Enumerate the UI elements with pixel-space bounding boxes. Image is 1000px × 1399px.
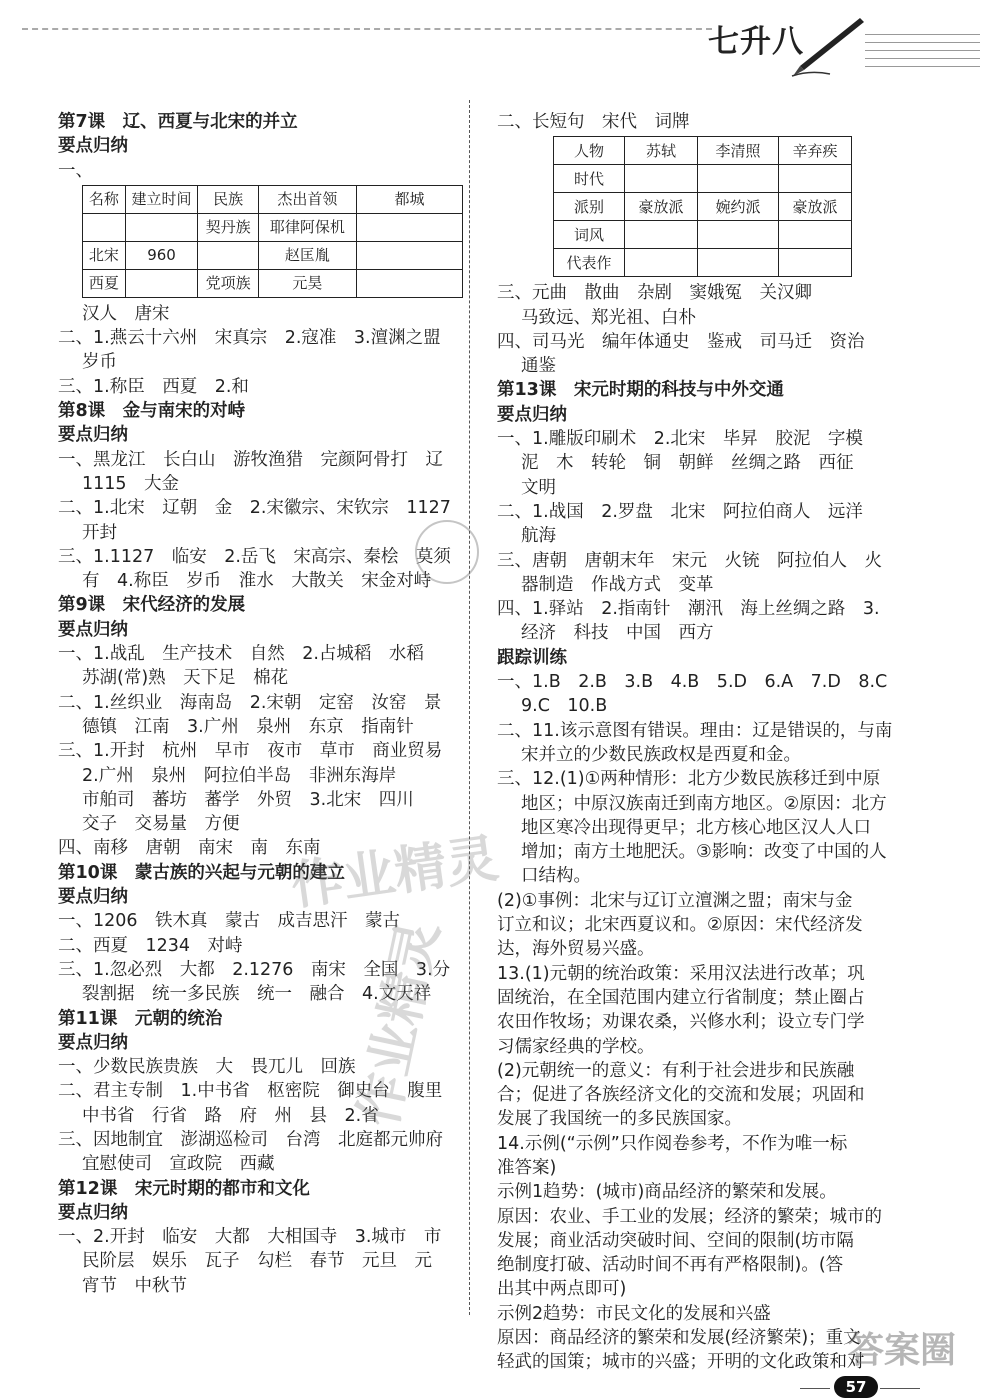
- answer-line: 发展了我国统一的多民族国家。: [497, 1109, 742, 1130]
- table-cell: [356, 213, 462, 241]
- answer-line: 器制造 作战方式 变革: [521, 574, 714, 595]
- answer-line: 一、1.雕版印刷术 2.北宋 毕昇 胶泥 字模: [497, 429, 863, 450]
- table-cell: 契丹族: [198, 213, 259, 241]
- answer-line: 四、司马光 编年体通史 鉴戒 司马迁 资治: [497, 331, 865, 352]
- answer-line: 二、1.战国 2.罗盘 北宋 阿拉伯商人 远洋: [497, 501, 863, 522]
- table-cell: 960: [125, 241, 198, 269]
- table-row: [83, 213, 463, 241]
- table-cell: [698, 165, 779, 193]
- answer-line: 德镇 江南 3.广州 泉州 东京 指南针: [82, 716, 414, 737]
- answer-line: 固统治，在全国范围内建立行省制度；禁止圈占: [497, 987, 865, 1008]
- answer-line: 宵节 中秋节: [82, 1275, 187, 1296]
- table-cell: 耶律阿保机: [258, 213, 356, 241]
- site-logo: 答案圈: [848, 1330, 957, 1371]
- table-cell: 代表作: [554, 249, 625, 277]
- answer-line: 口结构。: [521, 866, 591, 887]
- answer-line: 原因：农业、手工业的发展；经济的繁荣；城市的: [497, 1206, 882, 1227]
- table-cell: [698, 221, 779, 249]
- answer-line: 二、1.燕云十六州 宋真宗 2.寇准 3.澶渊之盟: [58, 328, 441, 349]
- table-cell: 名称: [83, 185, 126, 213]
- answer-line: 中书省 行省 路 府 州 县 2.省: [82, 1105, 379, 1126]
- answer-line: 有 4.称臣 岁币 淮水 大散关 宋金对峙: [82, 571, 432, 592]
- answer-line: 二、君主专制 1.中书省 枢密院 御史台 腹里: [58, 1081, 443, 1102]
- section-heading: 第7课 辽、西夏与北宋的并立: [58, 112, 298, 132]
- answer-line: 出其中两点即可): [497, 1279, 627, 1300]
- stamp-mark: [415, 520, 479, 584]
- grade-title: 七升八: [708, 24, 804, 60]
- answer-line: 9.C 10.B: [521, 696, 608, 717]
- table-cell: 建立时间: [125, 185, 198, 213]
- section-heading: 要点归纳: [58, 1202, 128, 1223]
- header-dashed-line: [22, 28, 712, 30]
- table-cell: [779, 165, 852, 193]
- answer-line: 2.广州 泉州 阿拉伯半岛 非洲东海岸: [82, 765, 397, 786]
- section-heading: 第9课 宋代经济的发展: [58, 595, 246, 616]
- answer-line: 裂割据 统一多民族 统一 融合 4.文天祥: [82, 984, 432, 1005]
- answer-line: 三、1.忽必烈 大都 2.1276 南宋 全国 3.分: [58, 959, 451, 980]
- table-cell: [198, 241, 259, 269]
- answer-line: 增加；南方土地肥沃。③影响：改变了中国的人: [521, 842, 887, 863]
- answer-line: 一、: [58, 160, 93, 181]
- answer-line: 航海: [521, 526, 556, 547]
- answer-line: 一、1206 铁木真 蒙古 成吉思汗 蒙古: [58, 911, 401, 932]
- answer-line: 一、黑龙江 长白山 游牧渔猎 完颜阿骨打 辽: [58, 449, 443, 470]
- right-column: [497, 110, 902, 1375]
- answer-line: 岁币: [82, 352, 117, 373]
- answer-line: 三、1.1127 临安 2.岳飞 宋高宗、秦桧 莫须: [58, 546, 451, 567]
- section-heading: 要点归纳: [58, 136, 128, 157]
- answer-line: 地区；中原汉族南迁到南方地区。②原因：北方: [521, 793, 887, 814]
- table-row: [83, 185, 463, 213]
- table-cell: 杰出首领: [258, 185, 356, 213]
- table-cell: [125, 213, 198, 241]
- answer-line: 订立和议；北宋西夏议和。②原因：宋代经济发: [497, 915, 863, 936]
- answer-line: 二、长短句 宋代 词牌: [497, 112, 690, 132]
- answer-line: 二、11.该示意图有错误。理由：辽是错误的，与南: [497, 720, 893, 741]
- section-heading: 第11课 元朝的统治: [58, 1008, 223, 1029]
- answer-line: 二、1.丝织业 海南岛 2.宋朝 定窑 汝窑 景: [58, 692, 442, 713]
- answer-line: 发展；商业活动突破时间、空间的限制(坊市隔: [497, 1230, 854, 1251]
- table-cell: 时代: [554, 165, 625, 193]
- answer-line: 二、1.北宋 辽朝 金 2.宋徽宗、宋钦宗 1127: [58, 498, 451, 519]
- table-cell: 李清照: [698, 137, 779, 165]
- section-heading: 第10课 蒙古族的兴起与元朝的建立: [58, 862, 345, 883]
- answer-line: 通鉴: [521, 356, 556, 377]
- regimes-table: [82, 185, 463, 298]
- answer-line: 三、元曲 散曲 杂剧 窦娥冤 关汉卿: [497, 283, 812, 304]
- table-cell: 辛弃疾: [779, 137, 852, 165]
- table-cell: 豪放派: [625, 193, 698, 221]
- answer-line: 市舶司 蕃坊 蕃学 外贸 3.北宋 四川: [82, 789, 414, 810]
- answer-line: 达，海外贸易兴盛。: [497, 939, 655, 960]
- table-cell: [779, 249, 852, 277]
- section-heading: 跟踪训练: [497, 647, 567, 668]
- table-cell: 苏轼: [625, 137, 698, 165]
- table-cell: 赵匡胤: [258, 241, 356, 269]
- answer-line: 三、1.称臣 西夏 2.和: [58, 376, 249, 397]
- table-cell: [125, 269, 198, 297]
- answer-line: 四、南移 唐朝 南宋 南 东南: [58, 838, 321, 859]
- answer-line: 马致远、郑光祖、白朴: [521, 307, 696, 328]
- answer-line: 轻武的国策；城市的兴盛；开明的文化政策和对: [497, 1352, 865, 1373]
- section-heading: 要点归纳: [58, 887, 128, 908]
- page-number: 57: [834, 1376, 878, 1398]
- table-cell: 人物: [554, 137, 625, 165]
- answer-line: 民阶层 娱乐 瓦子 勾栏 春节 元旦 元: [82, 1251, 432, 1272]
- table-row: [554, 165, 852, 193]
- table-cell: [625, 165, 698, 193]
- answer-line: 一、少数民族贵族 大 畏兀儿 回族: [58, 1057, 356, 1078]
- section-heading: 要点归纳: [497, 404, 567, 425]
- table-cell: [356, 241, 462, 269]
- table-cell: 北宋: [83, 241, 126, 269]
- table-row: [554, 137, 852, 165]
- section-heading: 第8课 金与南宋的对峙: [58, 401, 246, 422]
- section-heading: 要点归纳: [58, 425, 128, 446]
- ci-poets-table: [553, 136, 852, 277]
- table-cell: [356, 269, 462, 297]
- pen-icon: [790, 14, 865, 79]
- answer-line: 文明: [521, 477, 556, 498]
- section-heading: 第13课 宋元时期的科技与中外交通: [497, 380, 784, 401]
- answer-line: 三、1.开封 杭州 早市 夜市 草市 商业贸易: [58, 741, 443, 762]
- answer-line: 地区寒冷出现得更早；北方核心地区汉人人口: [521, 817, 871, 838]
- answer-line: 宋并立的少数民族政权是西夏和金。: [521, 744, 801, 765]
- answer-line: 苏湖(常)熟 天下足 棉花: [82, 668, 289, 689]
- answer-line: (2)元朝统一的意义：有利于社会进步和民族融: [497, 1060, 855, 1081]
- section-heading: 第12课 宋元时期的都市和文化: [58, 1178, 310, 1199]
- answer-line: 1115 大金: [82, 473, 180, 494]
- table-cell: [83, 213, 126, 241]
- answer-line: 一、2.开封 临安 大都 大相国寺 3.城市 市: [58, 1227, 442, 1248]
- answer-line: 三、12.(1)①两种情形：北方少数民族移迁到中原: [497, 769, 881, 790]
- answer-line: 宜慰使司 宣政院 西藏: [82, 1154, 275, 1175]
- table-cell: 西夏: [83, 269, 126, 297]
- answer-line: 原因：商品经济的繁荣和发展(经济繁荣)；重文: [497, 1328, 861, 1349]
- table-cell: 婉约派: [698, 193, 779, 221]
- table-cell: 元昊: [258, 269, 356, 297]
- answer-line: 三、唐朝 唐朝末年 宋元 火铳 阿拉伯人 火: [497, 550, 882, 571]
- answer-line: 四、1.驿站 2.指南针 潮汛 海上丝绸之路 3.: [497, 599, 880, 620]
- answer-line: 开封: [82, 522, 117, 543]
- table-cell: 党项族: [198, 269, 259, 297]
- answer-line: 绝制度打破、活动时间不再有严格限制)。(答: [497, 1255, 844, 1276]
- table-cell: [779, 221, 852, 249]
- watermark: 作业精灵: [348, 915, 451, 1132]
- answer-line: 三、因地制宜 澎湖巡检司 台湾 北庭都元帅府: [58, 1129, 443, 1150]
- table-row: [83, 269, 463, 297]
- answer-line: 泥 木 转轮 铜 朝鲜 丝绸之路 西征: [521, 453, 854, 474]
- watermark: 作业精灵: [287, 828, 502, 918]
- table-row: [554, 193, 852, 221]
- table-cell: [625, 221, 698, 249]
- table-row: [554, 249, 852, 277]
- table-cell: 派别: [554, 193, 625, 221]
- answer-line: 合；促进了各族经济文化的交流和发展；巩固和: [497, 1085, 865, 1106]
- table-row: [554, 221, 852, 249]
- answer-line: 示例2趋势：市民文化的发展和兴盛: [497, 1303, 771, 1324]
- answer-line: 习儒家经典的学校。: [497, 1036, 655, 1057]
- answer-line: 准答案): [497, 1157, 557, 1178]
- answer-line: 农田作牧场；劝课农桑，兴修水利；设立专门学: [497, 1012, 865, 1033]
- answer-line: (2)①事例：北宋与辽订立澶渊之盟；南宋与金: [497, 890, 853, 911]
- section-heading: 要点归纳: [58, 619, 128, 640]
- section-heading: 要点归纳: [58, 1032, 128, 1053]
- table-cell: 词风: [554, 221, 625, 249]
- table-row: [83, 241, 463, 269]
- table-cell: 都城: [356, 185, 462, 213]
- table-cell: 民族: [198, 185, 259, 213]
- answer-line: 13.(1)元朝的统治政策：采用汉法进行改革；巩: [497, 963, 865, 984]
- table-cell: [698, 249, 779, 277]
- answer-line: 经济 科技 中国 西方: [521, 623, 714, 644]
- answer-line: 一、1.战乱 生产技术 自然 2.占城稻 水稻: [58, 644, 424, 665]
- answer-line: 14.示例(“示例”只作阅卷参考，不作为唯一标: [497, 1133, 848, 1154]
- answer-line: 示例1趋势：(城市)商品经济的繁荣和发展。: [497, 1182, 837, 1203]
- answer-line: 二、西夏 1234 对峙: [58, 935, 243, 956]
- answer-line: 交子 交易量 方便: [82, 814, 240, 835]
- header-lines: [865, 34, 980, 74]
- table-cell: 豪放派: [779, 193, 852, 221]
- table-cell: [625, 249, 698, 277]
- answer-line: 一、1.B 2.B 3.B 4.B 5.D 6.A 7.D 8.C: [497, 672, 888, 693]
- answer-line: 汉人 唐宋: [82, 303, 170, 324]
- column-divider: [469, 100, 470, 1315]
